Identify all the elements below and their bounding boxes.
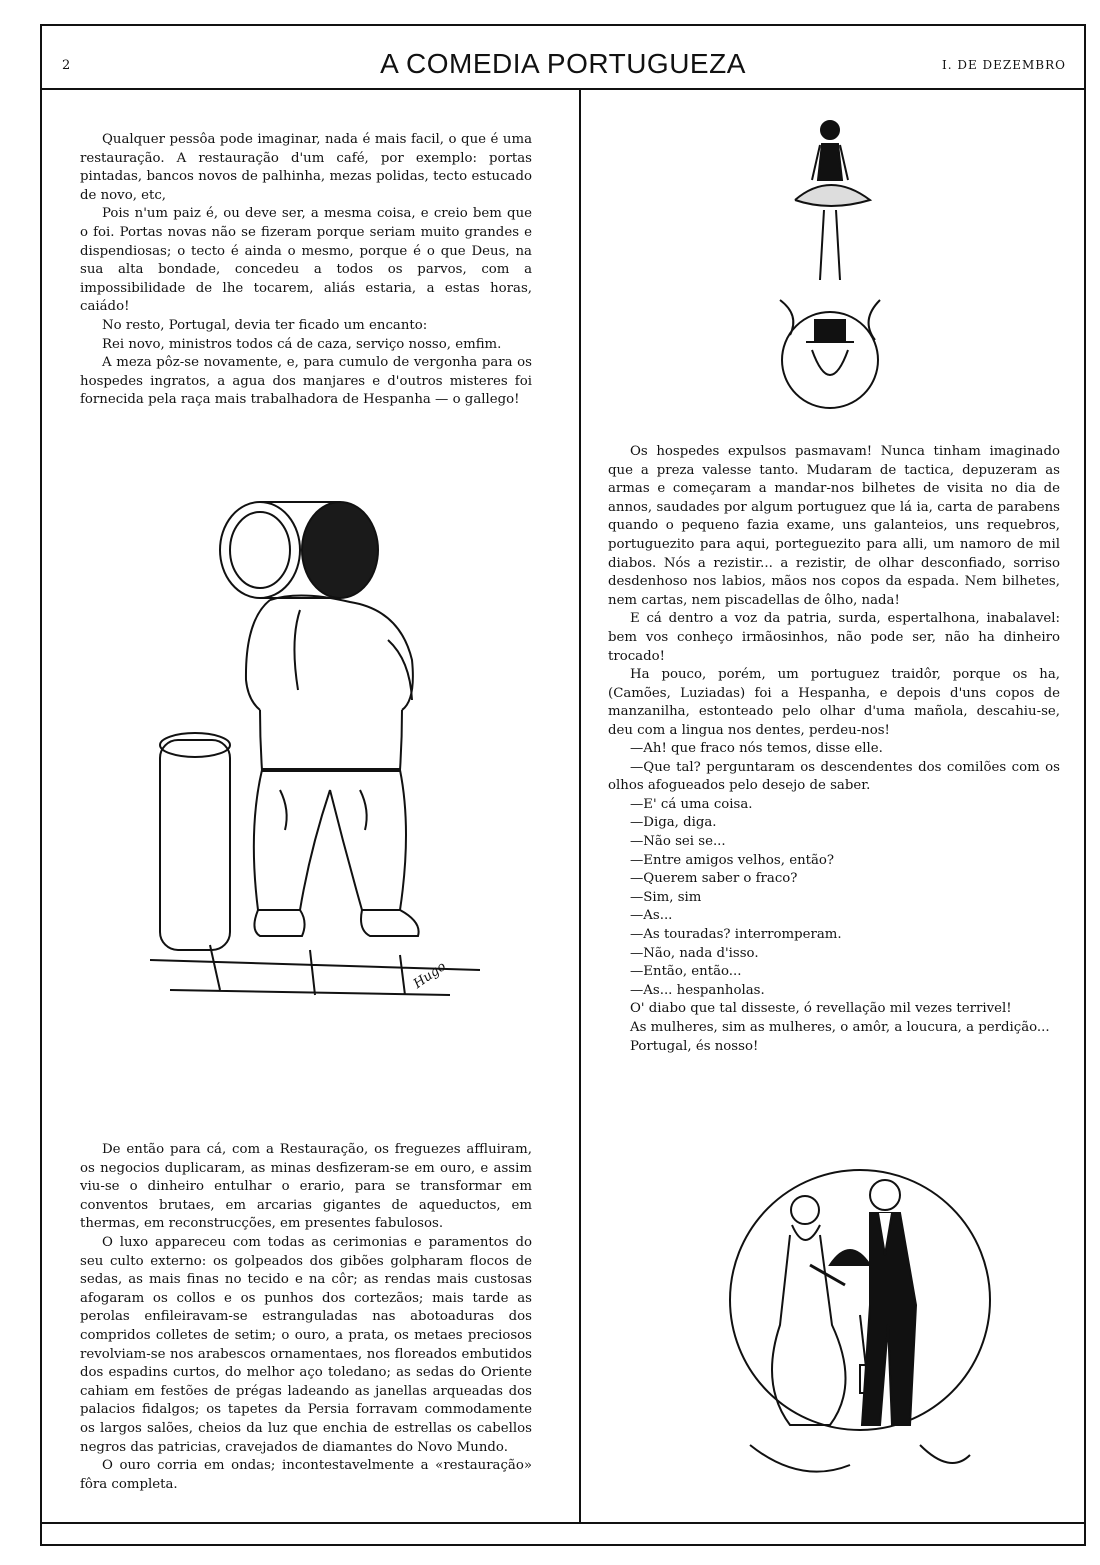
dialogue-line: —E' cá uma coisa. [630,796,753,812]
issue-date: I. DE DEZEMBRO [941,58,1066,72]
dialogue-line: Portugal, és nosso! [630,1038,759,1054]
footer-rule [40,1522,1086,1524]
right-column-text [608,443,1060,741]
journal-title: A COMEDIA PORTUGUEZA [380,48,746,79]
dialogue-line: —Então, então... [630,964,742,980]
paragraph: No resto, Portugal, devia ter ficado um encanto: [102,317,428,333]
illustration-water-carrier [150,490,480,1010]
dialogue-line: —Não sei se... [630,833,726,849]
illustration-dancer [740,100,920,420]
column-divider [579,88,581,1522]
paragraph: Pois n'um paiz é, ou deve ser, a mesma coisa, e creio bem que o foi. Portas novas não se fizeram porque seriam muito grandes e dispendiosas; o tecto é ainda o mesmo, porque é o que Deus, na sua alta bondade, concedeu a todos os parvos, com a impossibilidade de lhe tocarem, aliás estaria, a estas horas, caiádo! [80,206,532,315]
paragraph: Qualquer pessôa pode imaginar, nada é mais facil, o que é uma restauração. A restauração d'um café, por exemplo: portas pintadas, bancos novos de palhinha, mezas polidas, tecto estucado de novo, etc, [80,132,532,203]
illustration-couple [720,1125,1000,1515]
water-carrier-drawing [150,490,480,1010]
dialogue-line: —Entre amigos velhos, então? [630,852,835,868]
page-header [40,44,1086,88]
dialogue-line: —Diga, diga. [630,815,717,831]
dialogue-line: —Não, nada d'isso. [630,945,759,961]
dialogue [608,740,1060,1056]
dialogue-line: —Ah! que fraco nós temos, disse elle. [630,741,883,756]
header-rule [40,88,1086,90]
dialogue-line: —Querem saber o fraco? [630,871,798,887]
couple-drawing [720,1125,1000,1515]
illustration-signature: Hugo [410,959,449,992]
paragraph: De então para cá, com a Restauração, os freguezes affluiram, os negocios duplicaram, as minas desfizeram-se em ouro, e assim viu-se o dinheiro entulhar o erario, para se transformar em conventos brutaes, em arcarias gigantes de aqueductos, em thermas, em reconstrucções, em presentes fabulosos. [80,1142,532,1232]
dialogue-line: O' diabo que tal disseste, ó revellação mil vezes terrivel! [630,1001,1012,1017]
dialogue-line: —As... [630,908,673,924]
paragraph: A meza pôz-se novamente, e, para cumulo de vergonha para os hospedes ingratos, a agua dos manjares e d'outros misteres foi fornecida pela raça mais trabalhadora de Hespanha — o gallego! [80,355,532,408]
paragraph: Rei novo, ministros todos cá de caza, serviço nosso, emfim. [102,336,502,352]
dialogue-line: —As... hespanholas. [630,982,765,998]
left-column-text-bottom [80,1141,532,1494]
dialogue-line: As mulheres, sim as mulheres, o amôr, a loucura, a perdição... [630,1019,1050,1035]
paragraph: Ha pouco, porém, um portuguez traidôr, porque os ha, (Camões, Luziadas) foi a Hespanha, e depois d'uns copos de manzanilha, estonteado pelo olhar d'uma mañola, descahiu-se, deu com a lingua nos dentes, perdeu-nos! [608,667,1060,738]
dialogue-line: —Que tal? perguntaram os descendentes dos comilões com os olhos afogueados pelo desejo de saber. [608,759,1060,794]
paragraph: E cá dentro a voz da patria, surda, espertalhona, inabalavel: bem vos conheço irmãosinhos, não pode ser, não ha dinheiro trocado! [608,611,1060,664]
paragraph: Os hospedes expulsos pasmavam! Nunca tinham imaginado que a preza valesse tanto. Mudaram de tactica, depuzeram as armas e começaram a mandar-nos bilhetes de visita no dia de annos, saudades por algum portuguez que lá ia, carta de parabens quando o pequeno fazia exame, uns galanteios, uns requebros, portuguezito para aqui, porteguezito para alli, um namoro de mil diabos. Nós a rezistir... a rezistir, de olhar desconfiado, sorriso desdenhoso nos labios, mãos nos copos da espada. Nem bilhetes, nem cartas, nem piscadellas de ôlho, nada! [608,444,1060,608]
dialogue-line: —As touradas? interromperam. [630,926,842,942]
paragraph: O ouro corria em ondas; incontestavelmente a «restauração» fôra completa. [80,1458,532,1492]
paragraph: O luxo appareceu com todas as cerimonias e paramentos do seu culto externo: os golpeados dos gibões golpharam flocos de sedas, as mais finas no tecido e na côr; as rendas mais custosas afogaram os collos e os punhos dos cortezãos; mais tarde as perolas enfileiravam-se estranguladas nas abotoaduras dos compridos colletes de setim; o ouro, a prata, os metaes preciosos revolviam-se nos arabescos ornamentaes, nos floreados embutidos dos espadins curtos, do melhor aço toledano; as sedas do Oriente cahiam em festões de prégas ladeando as janellas arqueadas dos palacios fidalgos; os tapetes da Persia forravam commodamente os largos salões, cheios da luz que enchia de estrellas os cabellos negros das patricias, cravejados de diamantes do Novo Mundo. [80,1234,532,1455]
dancer-drawing [740,100,920,420]
left-column-text-top [80,131,532,410]
page-number: 2 [62,58,71,73]
dialogue-line: —Sim, sim [630,889,702,905]
